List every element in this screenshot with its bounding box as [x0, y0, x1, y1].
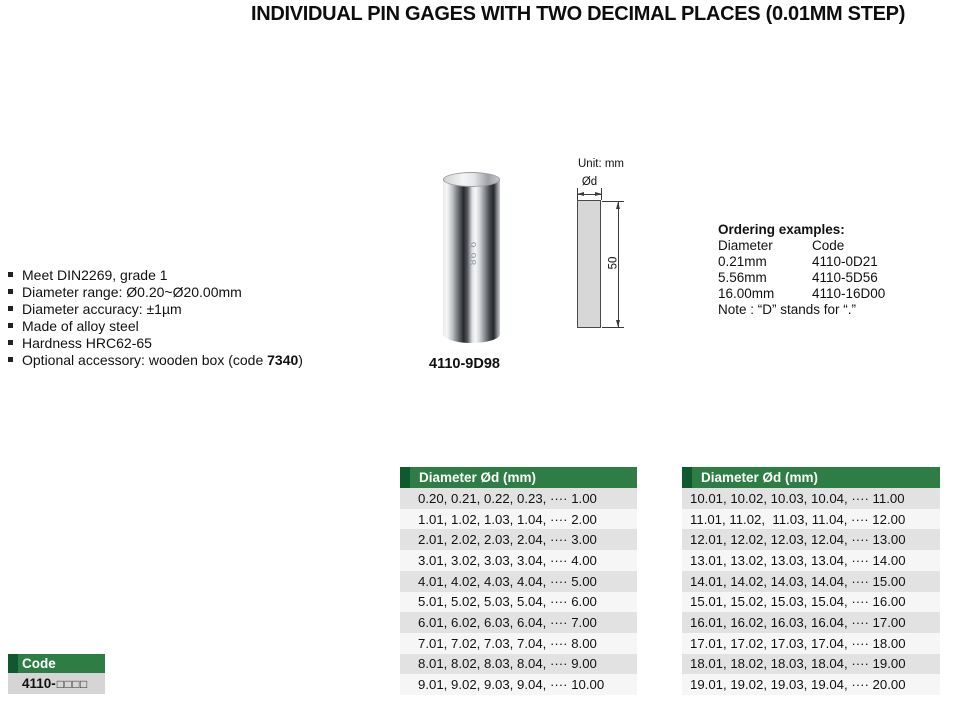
table-header-label: Diameter Ød (mm)	[419, 470, 537, 485]
feature-text: Diameter range: Ø0.20~Ø20.00mm	[22, 283, 242, 300]
feature-text-bold: 7340	[267, 351, 299, 368]
table-row: 19.01, 19.02, 19.03, 19.04, ···· 20.00	[682, 674, 940, 695]
ordering-diameter: 0.21mm	[718, 254, 767, 269]
table-row: 11.01, 11.02, 11.03, 11.04, ···· 12.00	[682, 509, 940, 530]
bullet-square-icon	[8, 340, 13, 345]
table-row: 15.01, 15.02, 15.03, 15.04, ···· 16.00	[682, 592, 940, 613]
table-row: 13.01, 13.02, 13.03, 13.04, ···· 14.00	[682, 550, 940, 571]
ordering-code: 4110-16D00	[812, 286, 886, 301]
feature-item	[8, 300, 303, 317]
ordering-diameter: 5.56mm	[718, 270, 767, 285]
code-box-header-accent	[8, 654, 18, 673]
code-box	[8, 654, 105, 694]
table-header-accent	[400, 467, 410, 488]
table-row: 3.01, 3.02, 3.03, 3.04, ···· 4.00	[400, 550, 637, 571]
feature-text: Meet DIN2269, grade 1	[22, 266, 168, 283]
page-title: INDIVIDUAL PIN GAGES WITH TWO DECIMAL PLACES (0.01MM STEP)	[250, 3, 906, 25]
dim-arrow-up	[616, 202, 620, 209]
table-header	[682, 467, 940, 488]
ordering-col-header: Diameter	[718, 238, 773, 253]
table-row: 4.01, 4.02, 4.03, 4.04, ···· 5.00	[400, 571, 637, 592]
pin-cylinder	[443, 179, 500, 343]
feature-text-post: )	[298, 351, 303, 368]
table-header	[400, 467, 637, 488]
ordering-col-header: Code	[812, 238, 845, 253]
diameter-table-right	[682, 467, 940, 695]
feature-item	[8, 317, 303, 334]
table-body	[682, 488, 940, 695]
feature-text: Made of alloy steel	[22, 317, 139, 334]
code-box-header	[8, 654, 105, 673]
table-row: 1.01, 1.02, 1.03, 1.04, ···· 2.00	[400, 509, 637, 530]
code-box-header-label: Code	[22, 656, 56, 671]
table-row: 18.01, 18.02, 18.03, 18.04, ···· 19.00	[682, 654, 940, 675]
extension-line	[602, 327, 624, 328]
ordering-examples	[718, 222, 885, 318]
feature-item	[8, 351, 303, 368]
table-row: 10.01, 10.02, 10.03, 10.04, ···· 11.00	[682, 488, 940, 509]
drawing-height-label: 50	[607, 256, 620, 270]
feature-item	[8, 283, 303, 300]
bullet-square-icon	[8, 357, 13, 362]
table-row: 2.01, 2.02, 2.03, 2.04, ···· 3.00	[400, 529, 637, 550]
drawing-diameter-label: Ød	[581, 176, 598, 188]
dim-arrow-down	[616, 320, 620, 327]
pin-engraving: 9.98	[465, 242, 478, 267]
pin-gage-photo	[443, 172, 500, 345]
code-prefix: 4110-	[22, 676, 56, 691]
table-row: 14.01, 14.02, 14.03, 14.04, ···· 15.00	[682, 571, 940, 592]
table-body	[400, 488, 637, 695]
bullet-square-icon	[8, 289, 13, 294]
diameter-table-left	[400, 467, 637, 695]
ordering-table	[718, 238, 885, 302]
code-pattern	[8, 673, 105, 694]
feature-text-pre: Optional accessory: wooden box (code	[22, 351, 268, 368]
extension-line	[601, 188, 602, 200]
bullet-square-icon	[8, 323, 13, 328]
table-row: 16.01, 16.02, 16.03, 16.04, ···· 17.00	[682, 612, 940, 633]
feature-text: Diameter accuracy: ±1µm	[22, 300, 182, 317]
table-row: 0.20, 0.21, 0.22, 0.23, ···· 1.00	[400, 488, 637, 509]
ordering-code: 4110-5D56	[812, 270, 878, 285]
table-row: 7.01, 7.02, 7.03, 7.04, ···· 8.00	[400, 633, 637, 654]
pin-top-face	[443, 172, 500, 187]
feature-list	[8, 266, 303, 368]
table-header-label: Diameter Ød (mm)	[701, 470, 819, 485]
ordering-diameter: 16.00mm	[718, 286, 775, 301]
table-row: 12.01, 12.02, 12.03, 12.04, ···· 13.00	[682, 529, 940, 550]
table-header-accent	[682, 467, 692, 488]
feature-text: Hardness HRC62-65	[22, 334, 152, 351]
feature-text	[22, 352, 303, 368]
ordering-title: Ordering examples:	[718, 222, 845, 237]
table-row: 5.01, 5.02, 5.03, 5.04, ···· 6.00	[400, 592, 637, 613]
table-row: 9.01, 9.02, 9.03, 9.04, ···· 10.00	[400, 674, 637, 695]
dim-arrow-left	[577, 192, 584, 196]
code-placeholder: □□□□	[56, 676, 88, 691]
feature-item	[8, 266, 303, 283]
ordering-code: 4110-0D21	[812, 254, 878, 269]
pin-model-code: 4110-9D98	[429, 356, 500, 372]
table-row: 8.01, 8.02, 8.03, 8.04, ···· 9.00	[400, 654, 637, 675]
extension-line	[577, 188, 578, 200]
extension-line	[602, 201, 624, 202]
table-row: 17.01, 17.02, 17.03, 17.04, ···· 18.00	[682, 633, 940, 654]
drawing-pin-outline	[577, 200, 601, 328]
feature-item	[8, 334, 303, 351]
table-row: 6.01, 6.02, 6.03, 6.04, ···· 7.00	[400, 612, 637, 633]
bullet-square-icon	[8, 306, 13, 311]
drawing-unit-label: Unit: mm	[578, 158, 624, 170]
ordering-note: Note : “D” stands for “.”	[718, 302, 857, 317]
bullet-square-icon	[8, 272, 13, 277]
